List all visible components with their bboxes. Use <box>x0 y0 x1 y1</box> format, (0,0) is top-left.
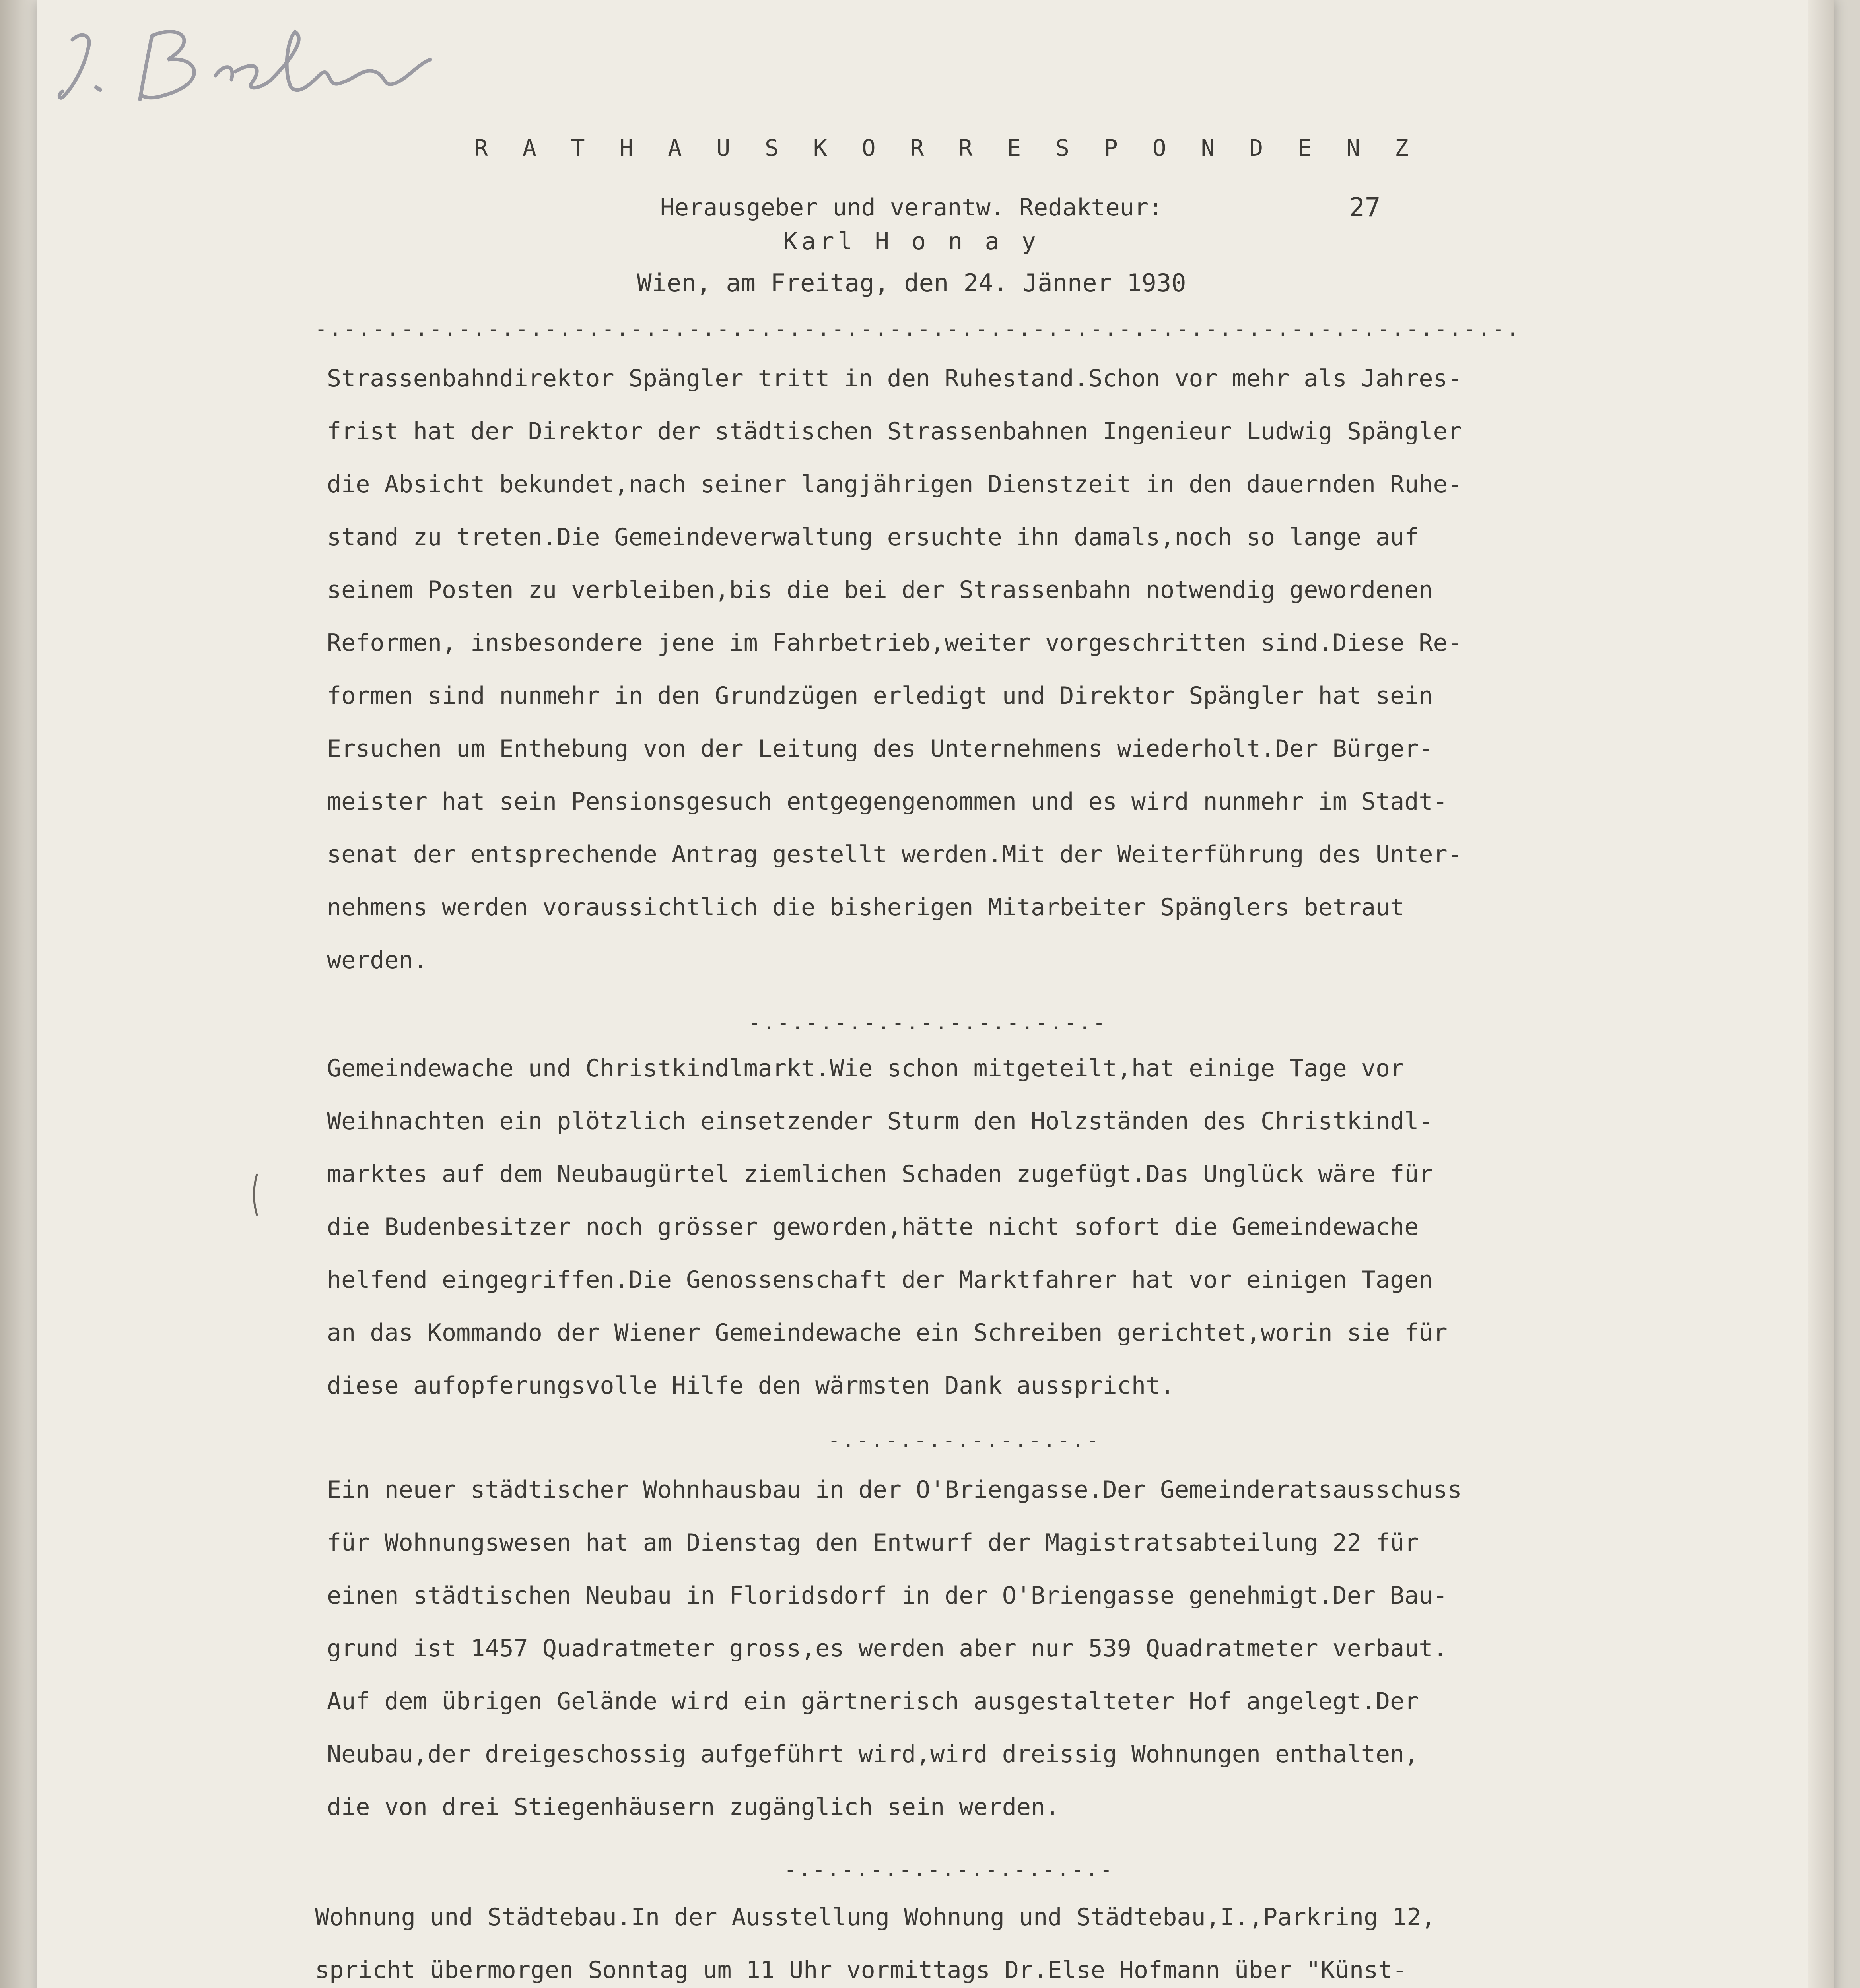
article-3-line: für Wohnungswesen hat am Dienstag den Entwurf der Magistratsabteilung 22 für <box>327 1530 1419 1555</box>
article-1-line: meister hat sein Pensionsgesuch entgegengenommen und es wird nunmehr im Stadt- <box>327 789 1448 814</box>
article-4-line: spricht übermorgen Sonntag um 11 Uhr vormittags Dr.Else Hofmann über "Künst- <box>315 1957 1407 1983</box>
header-title: R A T H A U S K O R R E S P O N D E N Z <box>474 134 1419 161</box>
article-2-line: marktes auf dem Neubaugürtel ziemlichen Schaden zugefügt.Das Unglück wäre für <box>327 1161 1433 1187</box>
pencil-margin-mark <box>251 1173 259 1217</box>
page-edge <box>1808 0 1834 1988</box>
article-3-line: Neubau,der dreigeschossig aufgeführt wird,wird dreissig Wohnungen enthalten, <box>327 1741 1419 1767</box>
article-2-line: Wie schon mitgeteilt,hat einige Tage vor <box>830 1056 1405 1081</box>
article-1 <box>327 366 1619 1002</box>
page-number: 27 <box>1349 192 1381 223</box>
article-2 <box>327 1056 1619 1433</box>
article-2-line: die Budenbesitzer noch grösser geworden,hätte nicht sofort die Gemeindewache <box>327 1214 1419 1240</box>
article-4 <box>315 1905 1607 1988</box>
date-line: Wien, am Freitag, den 24. Jänner 1930 <box>637 268 1186 297</box>
header-editor-name: Karl H o n a y <box>783 227 1040 255</box>
article-3-line: grund ist 1457 Quadratmeter gross,es werden aber nur 539 Quadratmeter verbaut. <box>327 1636 1448 1661</box>
article-4-heading: Wohnung und Städtebau. <box>315 1905 631 1930</box>
article-2-heading: Gemeindewache und Christkindlmarkt. <box>327 1056 830 1081</box>
article-2-line: diese aufopferungsvolle Hilfe den wärmsten Dank ausspricht. <box>327 1373 1175 1398</box>
article-3-line: Der Gemeinderatsausschuss <box>1102 1477 1462 1503</box>
article-1-line: formen sind nunmehr in den Grundzügen erledigt und Direktor Spängler hat sein <box>327 683 1433 709</box>
article-3-heading: Ein neuer städtischer Wohnhausbau in der O'Briengasse. <box>327 1477 1103 1503</box>
binding-spine <box>0 0 37 1988</box>
article-1-line: seinem Posten zu verbleiben,bis die bei der Strassenbahn notwendig gewordenen <box>327 577 1433 603</box>
article-2-line: Weihnachten ein plötzlich einsetzender Sturm den Holzständen des Christkindl- <box>327 1109 1433 1134</box>
article-1-line: die Absicht bekundet,nach seiner langjährigen Dienstzeit in den dauernden Ruhe- <box>327 472 1462 497</box>
article-2-line: an das Kommando der Wiener Gemeindewache ein Schreiben gerichtet,worin sie für <box>327 1320 1448 1345</box>
article-1-line: senat der entsprechende Antrag gestellt werden.Mit der Weiterführung des Unter- <box>327 842 1462 867</box>
article-1-heading: Strassenbahndirektor Spängler tritt in den Ruhestand. <box>327 366 1088 391</box>
article-1-line: werden. <box>327 947 428 973</box>
header-publisher-line: Herausgeber und verantw. Redakteur: <box>660 194 1163 221</box>
separator-1: -.-.-.-.-.-.-.-.-.-.-.-.- <box>748 1011 1108 1034</box>
separator-2: -.-.-.-.-.-.-.-.-.- <box>828 1429 1101 1452</box>
article-1-line: stand zu treten.Die Gemeindeverwaltung ersuchte ihn damals,noch so lange auf <box>327 524 1419 550</box>
article-3-line: Auf dem übrigen Gelände wird ein gärtnerisch ausgestalteter Hof angelegt.Der <box>327 1689 1419 1714</box>
article-1-line: Reformen, insbesondere jene im Fahrbetrieb,weiter vorgeschritten sind.Diese Re- <box>327 630 1462 656</box>
article-3-line: die von drei Stiegenhäusern zugänglich sein werden. <box>327 1794 1060 1820</box>
article-1-line: frist hat der Direktor der städtischen Strassenbahnen Ingenieur Ludwig Spängler <box>327 419 1462 444</box>
separator-top: -.-.-.-.-.-.-.-.-.-.-.-.-.-.-.-.-.-.-.-.-.-.-.-.-.-.-.-.-.-.-.-.-.-.-.-.-.-.-.-.-.-. <box>315 317 1521 340</box>
article-3-line: einen städtischen Neubau in Floridsdorf in der O'Briengasse genehmigt.Der Bau- <box>327 1583 1448 1608</box>
article-2-line: helfend eingegriffen.Die Genossenschaft der Marktfahrer hat vor einigen Tagen <box>327 1267 1433 1293</box>
article-1-line: nehmens werden voraussichtlich die bisherigen Mitarbeiter Spänglers betraut <box>327 895 1405 920</box>
article-1-line: Schon vor mehr als Jahres- <box>1088 366 1462 391</box>
separator-3: -.-.-.-.-.-.-.-.-.-.-.- <box>784 1858 1115 1881</box>
document-page <box>37 0 1834 1988</box>
handwritten-signature <box>49 16 446 119</box>
article-4-line: In der Ausstellung Wohnung und Städtebau,I.,Parkring 12, <box>631 1905 1436 1930</box>
article-1-line: Ersuchen um Enthebung von der Leitung des Unternehmens wiederholt.Der Bürger- <box>327 736 1433 761</box>
article-3 <box>327 1477 1619 1855</box>
